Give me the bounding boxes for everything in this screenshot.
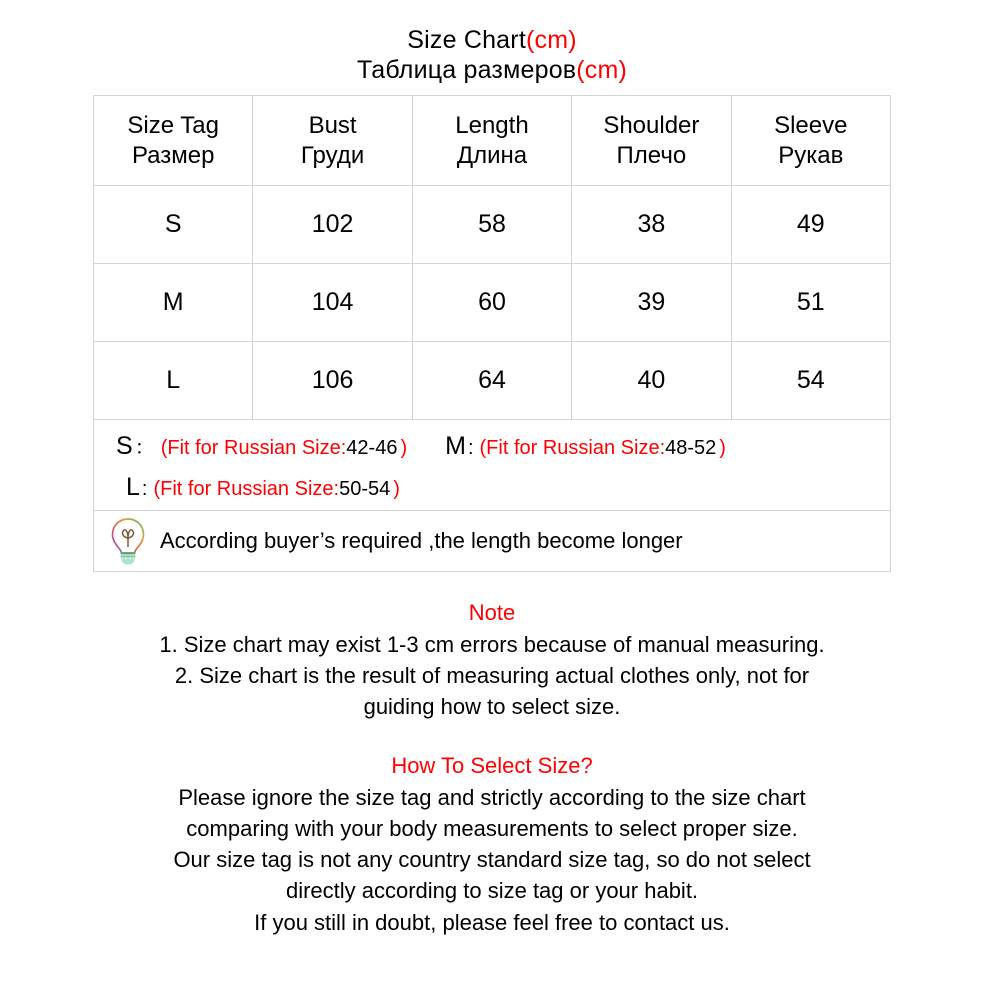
column-header-bust-en: Bust <box>308 111 357 139</box>
column-header-bust-ru: Груди <box>300 141 365 169</box>
table-row <box>94 264 891 342</box>
size-chart-table <box>93 95 891 572</box>
bulb-note-text: According buyer’s required ,the length become longer <box>160 528 683 553</box>
cell-length-m: 60 <box>412 264 571 342</box>
russian-size-line-l <box>94 475 890 500</box>
select-size-line-2: comparing with your body measurements to select proper size. <box>186 815 798 841</box>
russian-size-letter-s: S <box>116 432 133 460</box>
cell-size-m: M <box>94 264 253 342</box>
russian-size-colon-m: : <box>467 437 474 459</box>
section-divider <box>0 723 984 749</box>
lightbulb-icon <box>108 516 148 566</box>
note-heading: Note <box>468 600 516 625</box>
note-line-3: guiding how to select size. <box>363 694 621 720</box>
russian-size-line-s-m <box>94 434 890 459</box>
column-header-sleeve-ru: Рукав <box>778 141 844 169</box>
cell-shoulder-s: 38 <box>572 186 731 264</box>
title-russian-text: Таблица размеров <box>356 55 577 84</box>
select-size-line-5: If you still in doubt, please feel free to contact us. <box>254 909 730 935</box>
cell-sleeve-s: 49 <box>731 186 890 264</box>
bulb-note-row <box>94 511 891 572</box>
select-size-line-4: directly according to size tag or your habit. <box>285 878 699 904</box>
table-header-row <box>94 96 891 186</box>
russian-size-colon-s: ： <box>134 437 155 459</box>
table-row <box>94 342 891 420</box>
select-size-heading: How To Select Size? <box>391 752 593 778</box>
russian-size-colon-l: : <box>141 478 148 500</box>
column-header-shoulder-ru: Плечо <box>616 141 687 169</box>
size-chart-table-wrap <box>93 95 891 572</box>
russian-size-suffix-l: ) <box>393 478 400 500</box>
cell-sleeve-l: 54 <box>731 342 890 420</box>
select-size-section <box>0 749 984 938</box>
column-header-size-tag <box>94 96 253 186</box>
cell-length-l: 64 <box>412 342 571 420</box>
cell-bust-m: 104 <box>253 264 412 342</box>
title-english-text: Size Chart <box>407 26 526 54</box>
russian-size-prefix-s: (Fit for Russian Size: <box>160 437 347 459</box>
column-header-size-tag-ru: Размер <box>131 141 215 169</box>
russian-size-letter-m: M <box>445 432 466 460</box>
column-header-length-en: Length <box>455 111 529 139</box>
russian-size-suffix-m: ) <box>719 437 726 459</box>
cell-bust-l: 106 <box>253 342 412 420</box>
russian-size-row <box>94 420 891 511</box>
russian-size-prefix-l: (Fit for Russian Size: <box>153 478 340 500</box>
russian-size-cell <box>94 420 891 511</box>
column-header-length-ru: Длина <box>456 141 528 169</box>
cell-sleeve-m: 51 <box>731 264 890 342</box>
cell-size-s: S <box>94 186 253 264</box>
russian-size-letter-l: L <box>126 473 140 501</box>
column-header-sleeve <box>731 96 890 186</box>
russian-size-range-s: 42-46 <box>346 437 398 459</box>
bulb-note-cell <box>94 511 891 572</box>
title-line-russian <box>0 56 984 86</box>
title-russian-unit: (cm) <box>576 55 628 84</box>
column-header-shoulder <box>572 96 731 186</box>
cell-size-l: L <box>94 342 253 420</box>
cell-shoulder-l: 40 <box>572 342 731 420</box>
select-size-line-3: Our size tag is not any country standard size tag, so do not select <box>173 847 811 873</box>
chart-title-block <box>0 0 984 85</box>
table-row <box>94 186 891 264</box>
cell-bust-s: 102 <box>253 186 412 264</box>
column-header-size-tag-en: Size Tag <box>127 111 219 139</box>
note-line-2: 2. Size chart is the result of measuring actual clothes only, not for <box>174 663 810 689</box>
russian-size-suffix-s: ) <box>400 437 408 459</box>
column-header-bust <box>253 96 412 186</box>
note-line-1: 1. Size chart may exist 1-3 cm errors because of manual measuring. <box>159 632 825 657</box>
title-line-english <box>0 26 984 56</box>
russian-size-prefix-m: (Fit for Russian Size: <box>479 437 666 459</box>
bulb-note-content <box>94 511 890 571</box>
russian-size-range-l: 50-54 <box>339 478 391 500</box>
cell-shoulder-m: 39 <box>572 264 731 342</box>
column-header-length <box>412 96 571 186</box>
select-size-line-1: Please ignore the size tag and strictly according to the size chart <box>178 784 806 810</box>
column-header-shoulder-en: Shoulder <box>603 111 700 139</box>
cell-length-s: 58 <box>412 186 571 264</box>
russian-size-range-m: 48-52 <box>665 437 717 459</box>
note-section <box>0 596 984 723</box>
column-header-sleeve-en: Sleeve <box>774 111 848 139</box>
title-english-unit: (cm) <box>525 26 577 54</box>
